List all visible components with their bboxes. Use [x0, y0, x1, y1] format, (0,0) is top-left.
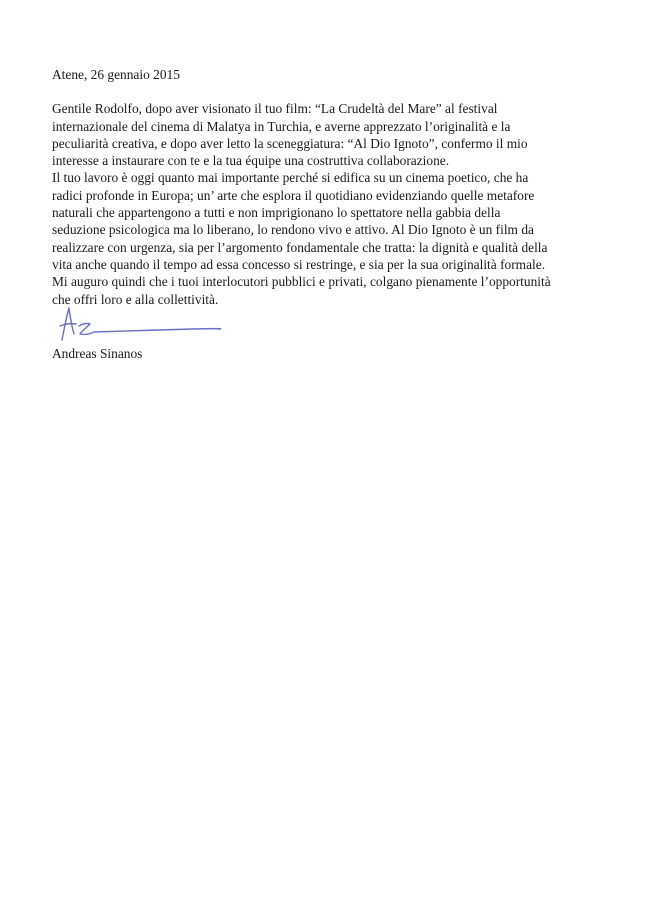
letter-body: [52, 66, 612, 308]
letter-line: Mi auguro quindi che i tuoi interlocutori pubblici e privati, colgano pienamente l’opportunità: [52, 274, 551, 290]
signer-name: Andreas Sinanos: [52, 346, 143, 361]
handwritten-signature: [52, 304, 252, 346]
letter-line: Il tuo lavoro è oggi quanto mai importante perché si edifica su un cinema poetico, che ha: [52, 170, 529, 186]
letter-line: peculiarità creativa, e dopo aver letto la sceneggiatura: “Al Dio Ignoto”, confermo il mio: [52, 135, 528, 151]
letter-line: realizzare con urgenza, sia per l’argomento fondamentale che tratta: la dignità e qualità della: [52, 239, 548, 255]
letter-line: radici profonde in Europa; un’ arte che esplora il quotidiano evidenziando quelle metafore: [52, 187, 535, 203]
letter-line: naturali che appartengono a tutti e non imprigionano lo spettatore nella gabbia della: [52, 205, 501, 221]
letter-line: che offri loro e alla collettività.: [52, 291, 219, 307]
letter-line: interesse a instaurare con te e la tua équipe una costruttiva collaborazione.: [52, 153, 450, 169]
letter-line: internazionale del cinema di Malatya in Turchia, e averne apprezzato l’originalità e la: [52, 118, 511, 134]
letter-line: seduzione psicologica ma lo liberano, lo rendono vivo e attivo. Al Dio Ignoto è un film da: [52, 222, 534, 238]
letter-date: Atene, 26 gennaio 2015: [52, 67, 180, 82]
letter-line: vita anche quando il tempo ad essa concesso si restringe, e sia per la sua originalità formale.: [52, 256, 546, 272]
letter-line: Gentile Rodolfo, dopo aver visionato il tuo film: “La Crudeltà del Mare” al festival: [52, 101, 498, 117]
